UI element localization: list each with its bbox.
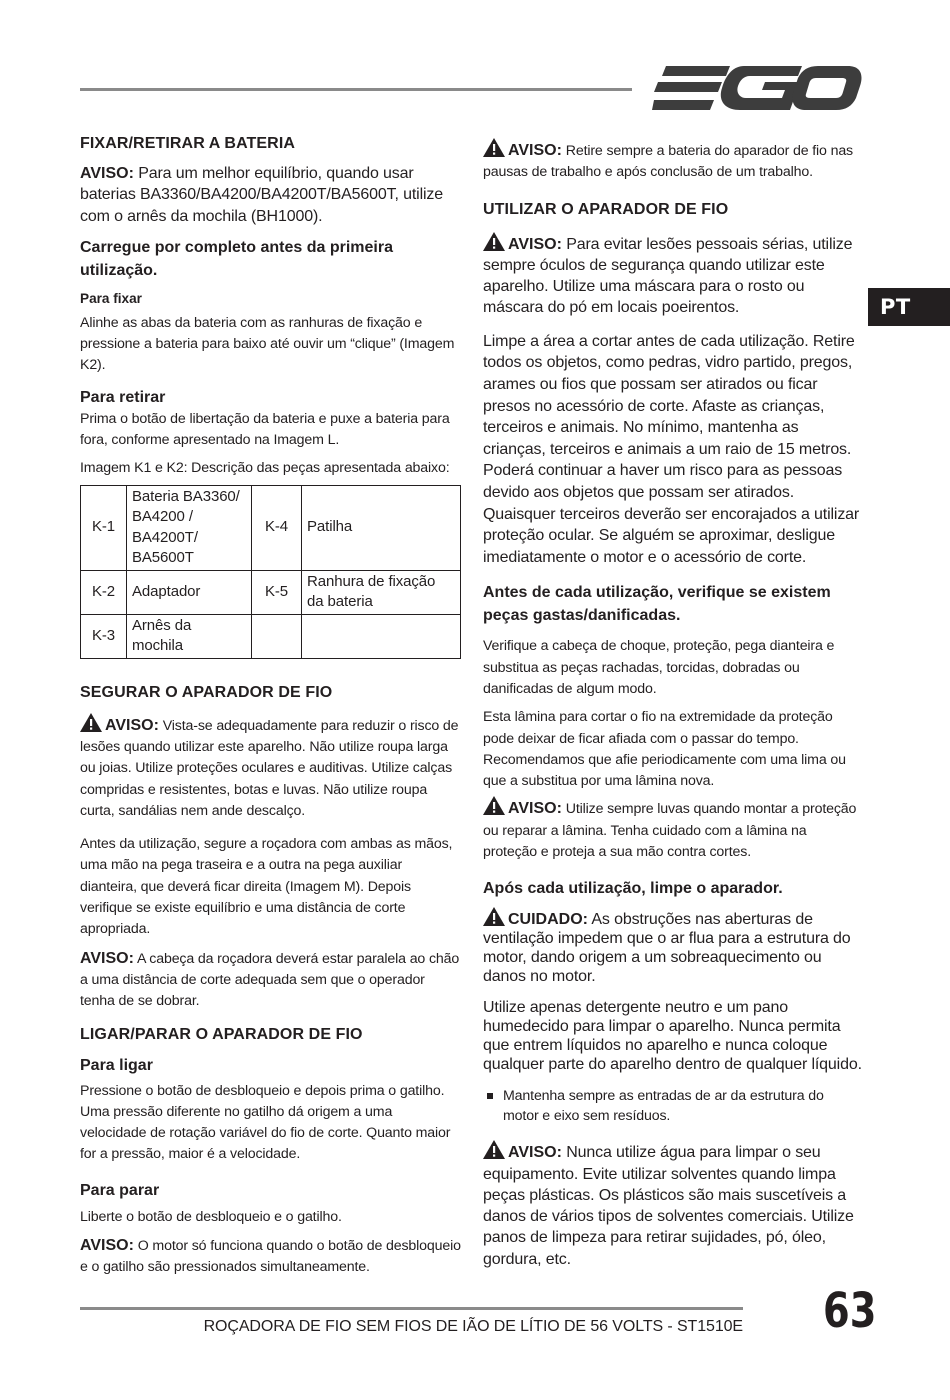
ego-logo	[652, 64, 862, 112]
footer-rule	[80, 1307, 743, 1310]
part-name: Arnês da mochila	[127, 614, 252, 658]
warning-text: Utilize sempre luvas quando montar a proteção ou reparar a lâmina. Tenha cuidado com a lâmina na proteção e proteja a sua mão contra cortes.	[483, 801, 857, 860]
table-row	[81, 570, 461, 614]
part-code	[252, 614, 302, 658]
holding-warning-2	[80, 948, 461, 1013]
clear-area-text: Limpe a área a cortar antes de cada utilização. Retire todos os objetos, como pedras, vidro partido, pregos, arames ou fios que possam ser atirados ou ficar presos no acessório de corte. Afaste as crianças, terceiros e animais. No mínimo, mantenha as crianças, terceiros e animais a um raio de 15 metros. Poderá continuar a haver um risco para as pessoas devido aos objetos que possam ser atirados. Quaisquer terceiros deverão ser encorajados a utilizar proteção ocular. Se alguém se aproximar, desligue imediatamente o motor e o acessório de corte.	[483, 332, 860, 566]
part-name: Patilha	[302, 485, 461, 570]
warning-text: Vista-se adequadamente para reduzir o risco de lesões quando utilizar este aparelho. Não utilize roupa larga ou joias. Utilize proteções oculares e auditivas. Utilize calças compridas e resistentes, botas e luvas. Não utilize roupa curta, sandálias nem ande descalço.	[80, 717, 459, 819]
stop-label: Para parar	[80, 1181, 160, 1199]
table-row	[81, 614, 461, 658]
fix-text: Alinhe as abas da bateria com as ranhuras de fixação e pressione a bateria para baixo até ouvir um “clique” (Imagem K2).	[80, 314, 455, 374]
parts-table	[80, 485, 461, 659]
gloves-warning	[483, 796, 863, 863]
holding-text: Antes da utilização, segure a roçadora com ambas as mãos, uma mão na pega traseira e a outra na pega auxiliar dianteira, que deverá ficar direita (Imagem M). Depois verifique se existe equilíbrio e uma distância de corte apropriada.	[80, 836, 453, 938]
warning-keyword: AVISO:	[508, 235, 562, 253]
section-title-battery: FIXAR/RETIRAR A BATERIA	[80, 135, 296, 152]
warning-triangle-icon	[483, 1140, 505, 1159]
header-rule	[80, 88, 632, 91]
right-column	[483, 138, 863, 1279]
section-title-holding: SEGURAR O APARADOR DE FIO	[80, 683, 333, 701]
footer-title: ROÇADORA DE FIO SEM FIOS DE IÃO DE LÍTIO DE 56 VOLTS - ST1510E	[203, 1318, 743, 1335]
table-caption: Imagem K1 e K2: Descrição das peças apresentada abaixo:	[80, 460, 450, 477]
warning-text: Para evitar lesões pessoais sérias, utilize sempre óculos de segurança quando utilizar este aparelho. Utilize uma máscara para o rosto ou máscara do pó em locais poeirentos.	[483, 235, 853, 317]
part-code: K-5	[252, 570, 302, 614]
warning-triangle-icon	[483, 232, 505, 251]
table-row	[81, 485, 461, 570]
page-number: 63	[823, 1283, 877, 1339]
warning-keyword: AVISO:	[80, 949, 134, 967]
section-title-start-stop: LIGAR/PARAR O APARADOR DE FIO	[80, 1025, 363, 1043]
part-code: K-2	[81, 570, 127, 614]
warning-triangle-icon	[483, 907, 505, 926]
warning-text: Para um melhor equilíbrio, quando usar baterias BA3360/BA4200/BA4200T/BA5600T, utilize com o arnês da mochila (BH1000).	[80, 165, 443, 225]
part-name: Adaptador	[127, 570, 252, 614]
battery-warning	[80, 163, 461, 227]
warning-keyword: AVISO:	[508, 1144, 562, 1162]
warning-text: Retire sempre a bateria do aparador de fio nas pausas de trabalho e após conclusão de um trabalho.	[483, 143, 853, 181]
left-column	[80, 134, 461, 1286]
part-code: K-3	[81, 614, 127, 658]
warning-triangle-icon	[483, 796, 505, 815]
section-title-using: UTILIZAR O APARADOR DE FIO	[483, 200, 729, 218]
warning-text: A cabeça da roçadora deverá estar paralela ao chão a uma distância de corte adequada sem que o operador tenha de se dobrar.	[80, 950, 460, 1010]
warning-text: O motor só funciona quando o botão de desbloqueio e o gatilho são pressionados simultaneamente.	[80, 1238, 461, 1276]
warning-keyword: AVISO:	[105, 716, 159, 734]
caution-ventilation	[483, 907, 863, 986]
blade-text: Esta lâmina para cortar o fio na extremidade da proteção pode deixar de ficar afiada com o passar do tempo. Recomendamos que afie periodicamente com uma lima ou que a substitua por uma lâmina nova.	[483, 709, 846, 790]
warning-keyword: AVISO:	[80, 165, 134, 182]
warning-text: Nunca utilize água para limpar o seu equipamento. Evite utilizar solventes quando limpa peças plásticas. Os plásticos são mais suscetíveis a danos de vários tipos de solventes comerciais. Utilize panos de limpeza para retirar sujidades, pó, óleo, gordura, etc.	[483, 1144, 854, 1268]
charge-note: Carregue por completo antes da primeira utilização.	[80, 238, 393, 279]
remove-label: Para retirar	[80, 388, 166, 406]
check-parts-text: Verifique a cabeça de choque, proteção, pega dianteira e substitua as peças rachadas, torcidas, dobradas ou danificadas de algum modo.	[483, 638, 835, 697]
after-use-heading: Após cada utilização, limpe o aparador.	[483, 880, 783, 898]
start-label: Para ligar	[80, 1056, 153, 1074]
stop-text: Liberte o botão de desbloqueio e o gatilho.	[80, 1208, 342, 1225]
cleaning-text: Utilize apenas detergente neutro e um pano humedecido para limpar o aparelho. Nunca permita que entrem líquidos no aparelho e nunca coloque qualquer parte do aparelho dentro de qualquer líquido.	[483, 999, 862, 1074]
warning-keyword: AVISO:	[508, 142, 562, 159]
part-name: Ranhura de fixação da bateria	[302, 570, 461, 614]
start-stop-warning	[80, 1235, 461, 1279]
caution-text: As obstruções nas aberturas de ventilação impedem que o ar flua para a estrutura do motor, dando origem a um sobreaquecimento ou danos no motor.	[483, 911, 851, 986]
part-name	[302, 614, 461, 658]
maintenance-list	[483, 1086, 863, 1126]
part-name: Bateria BA3360/ BA4200 / BA4200T/ BA5600T	[127, 485, 252, 570]
warning-keyword: AVISO:	[80, 1237, 134, 1255]
start-text: Pressione o botão de desbloqueio e depois prima o gatilho. Uma pressão diferente no gatilho dá origem a uma velocidade de rotação variável do fio de corte. Quanto maior for a pressão, maior é a velocidade.	[80, 1082, 451, 1163]
fix-label: Para fixar	[80, 290, 142, 306]
warning-triangle-icon	[483, 138, 505, 157]
water-warning	[483, 1140, 863, 1270]
warning-triangle-icon	[80, 713, 102, 732]
list-item: Mantenha sempre as entradas de ar da estrutura do motor e eixo sem resíduos.	[483, 1086, 863, 1126]
remove-text: Prima o botão de libertação da bateria e puxe a bateria para fora, conforme apresentado na Imagem L.	[80, 410, 450, 449]
language-tab: PT	[868, 288, 950, 326]
part-code: K-4	[252, 485, 302, 570]
caution-keyword: CUIDADO:	[508, 911, 588, 929]
eye-protection-warning	[483, 232, 863, 319]
warning-keyword: AVISO:	[508, 800, 562, 818]
battery-removal-warning	[483, 138, 863, 184]
holding-warning	[80, 713, 461, 822]
check-worn-parts-heading: Antes de cada utilização, verifique se existem peças gastas/danificadas.	[483, 584, 831, 625]
part-code: K-1	[81, 485, 127, 570]
